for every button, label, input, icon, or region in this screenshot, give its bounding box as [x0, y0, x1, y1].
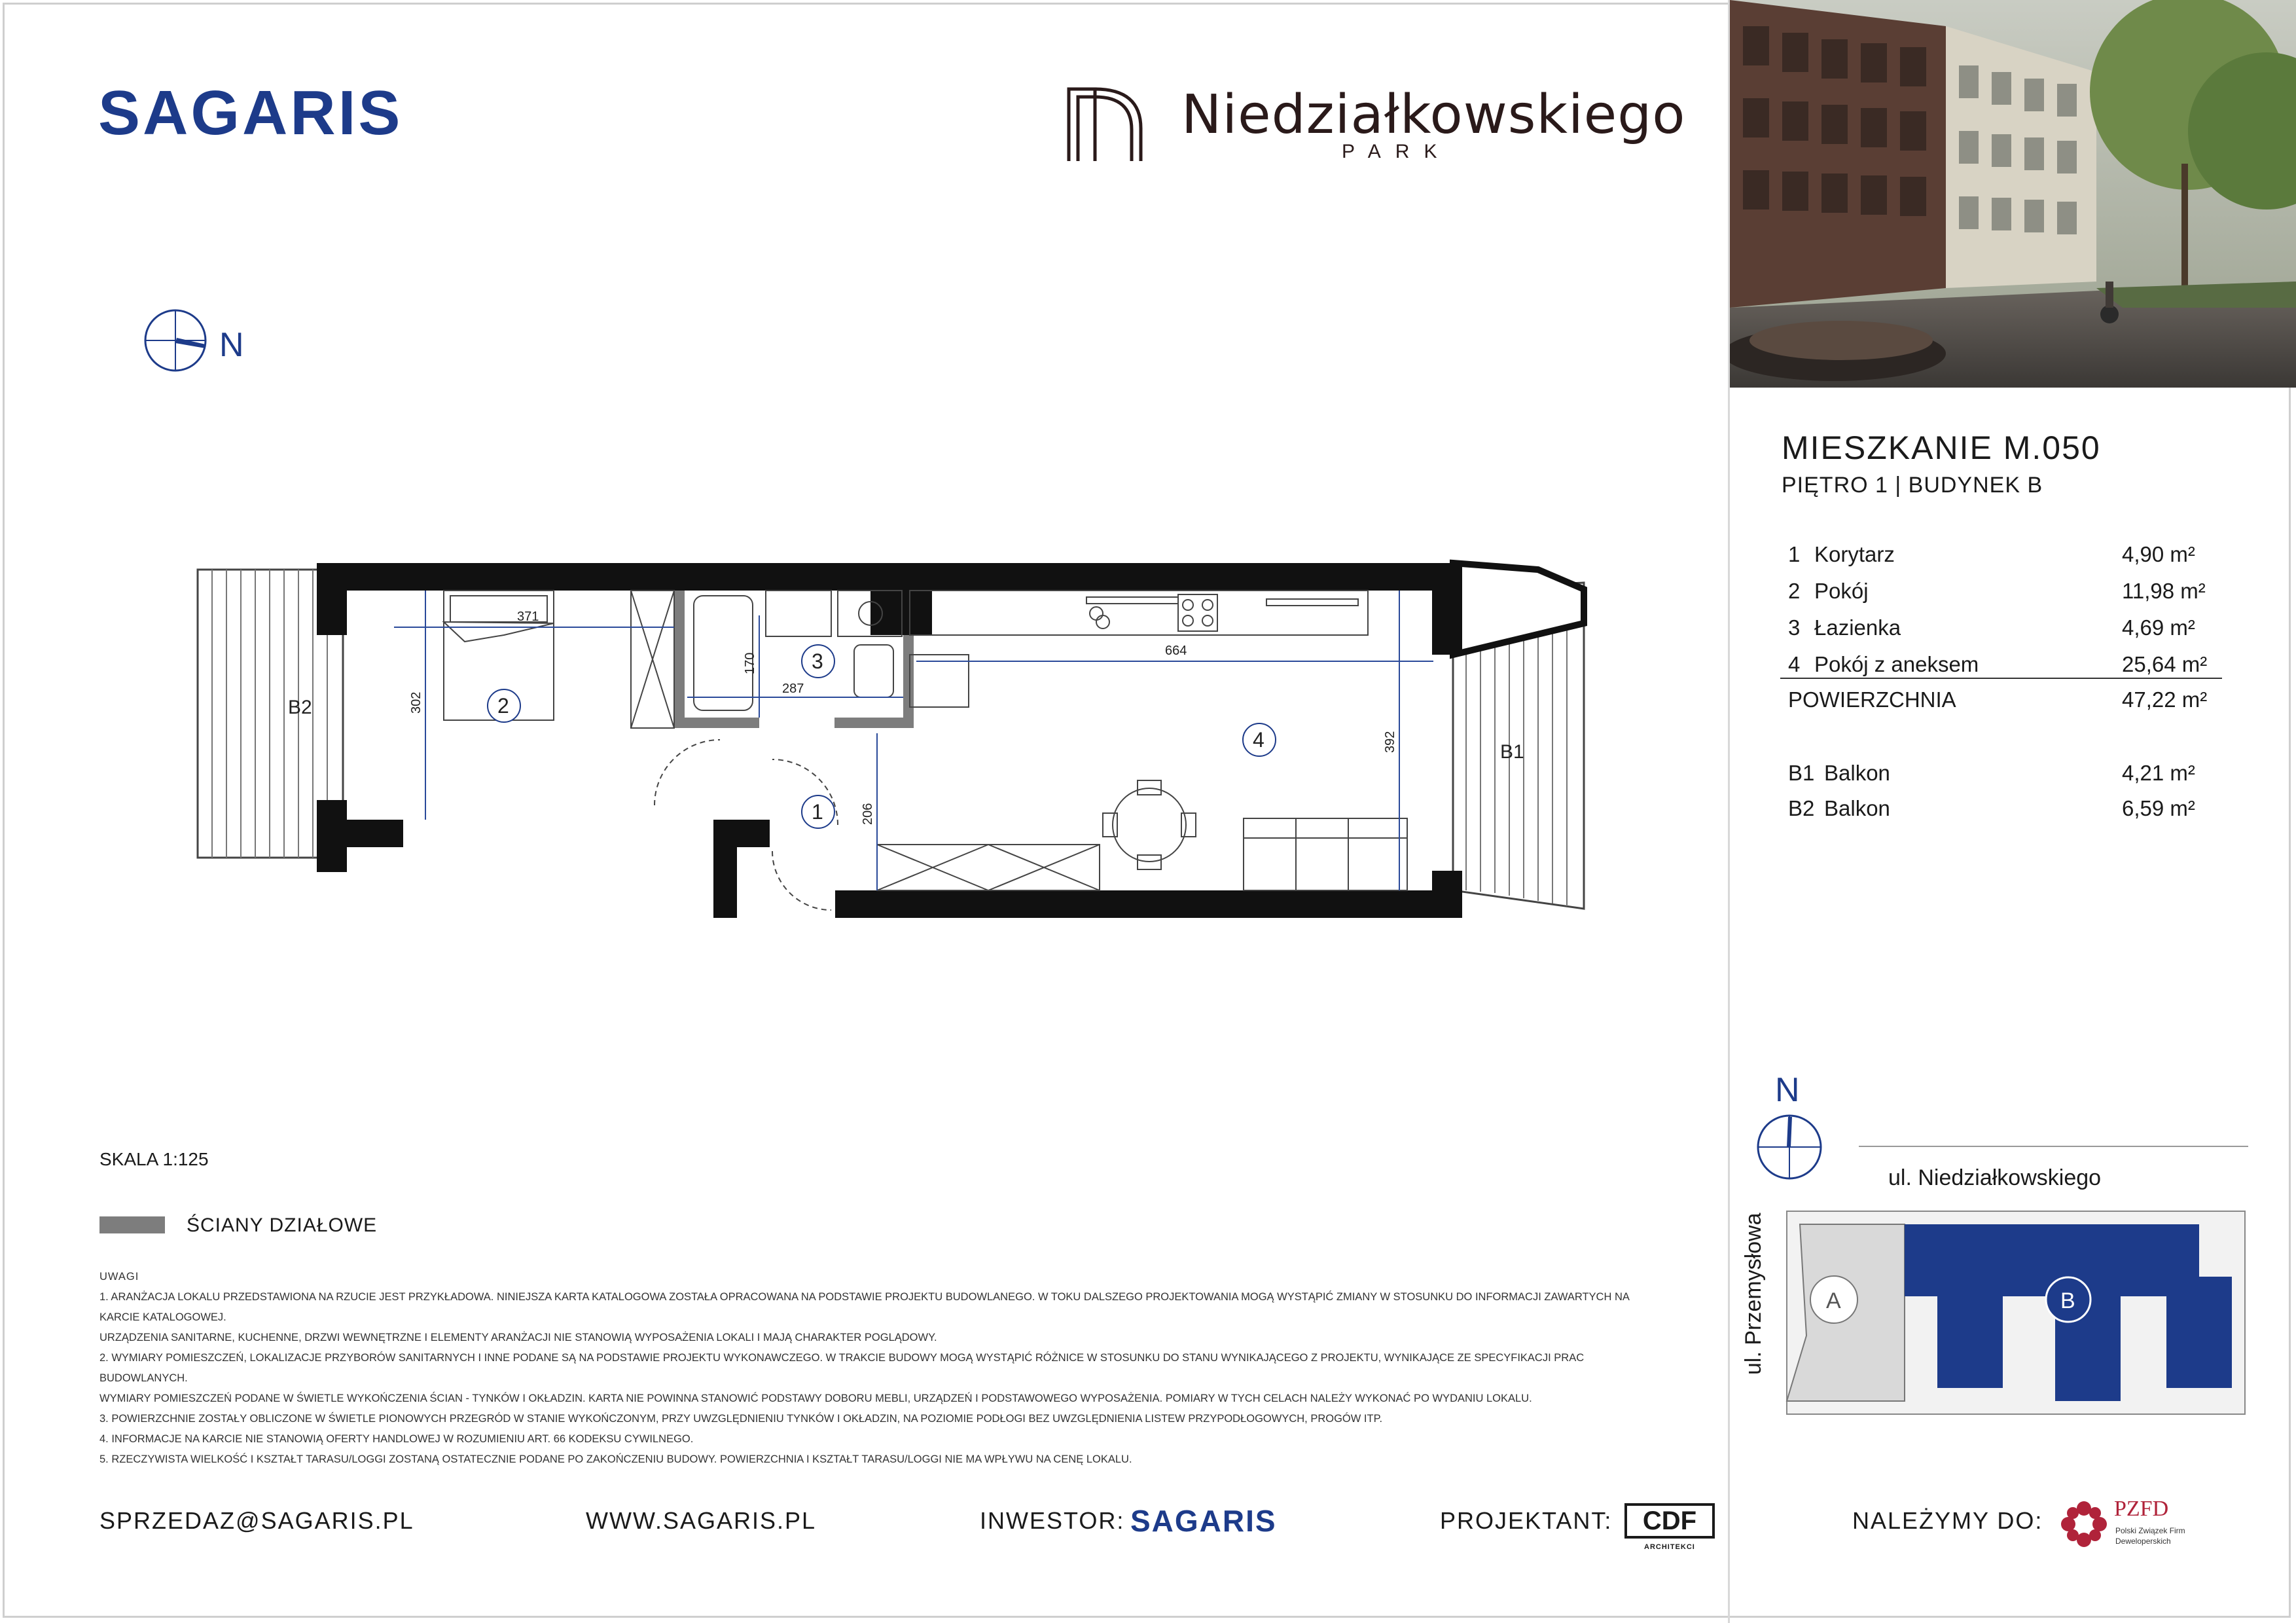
room-1-label: 1 — [812, 800, 823, 824]
room-name: Korytarz — [1814, 542, 1895, 566]
footer-member-label: NALEŻYMY DO: — [1852, 1507, 2043, 1534]
footer-member-sub: Polski Związek Firm Deweloperskich — [2115, 1526, 2185, 1546]
room-name: Pokój — [1814, 579, 1869, 603]
site-north-label: N — [1775, 1071, 1800, 1109]
notes-line: 1. ARANŻACJA LOKALU PRZEDSTAWIONA NA RZUCIE JEST PRZYKŁADOWA. NINIEJSZA KARTA KATALOGOWA ZOSTAŁA OPRACOWANA NA PODSTAWIE PROJEKTU BUDOWLANEGO. W TOKU DALSZEGO PROJEKTOWANIA MOGĄ WYSTĄPIĆ ZMIANY W STOSUNKU DO INFORMACJI ZAWARTYCH NA KARCIE KATALOGOWEJ. — [99, 1291, 1629, 1323]
dimension-label: 170 — [743, 652, 757, 674]
room-3-label: 3 — [812, 649, 823, 673]
partition-legend-label: ŚCIANY DZIAŁOWE — [187, 1214, 378, 1236]
room-area: 25,64 m² — [2122, 652, 2208, 676]
balcony-area: 6,59 m² — [2122, 796, 2195, 820]
footer-investor-logo[interactable]: SAGARIS — [1130, 1504, 1277, 1538]
total-area: 47,22 m² — [2122, 687, 2208, 712]
exterior-walls — [317, 563, 1462, 918]
apartment-title: MIESZKANIE M.050 — [1782, 429, 2101, 466]
balcony-area: 4,21 m² — [2122, 761, 2195, 785]
notes-line: 4. INFORMACJE NA KARCIE NIE STANOWIĄ OFERTY HANDLOWEJ W ROZUMIENIU ART. 66 KODEKSU CYWILNEGO. — [99, 1433, 694, 1445]
room-row — [1788, 615, 2220, 648]
notes-line: 2. WYMIARY POMIESZCZEŃ, LOKALIZACJE PRZYBORÓW SANITARNYCH I INNE PODANE SĄ NA PODSTAWIE PROJEKTU WYKONAWCZEGO. W TRAKCIE BUDOWY MOGĄ WYSTĄPIĆ RÓŻNICE W STOSUNKU DO STANU WYNIKAJĄCEGO Z PROJEKTU, WYNIKAJĄCE ZE SPECYFIKACJI PRAC BUDOWLANYCH. — [99, 1352, 1585, 1384]
dimension-label: 392 — [1383, 731, 1397, 753]
notes-line: 5. RZECZYWISTA WIELKOŚĆ I KSZTAŁT TARASU/LOGGI ZOSTANĄ OSTATECZNIE PODANE PO ZAKOŃCZENIU BUDOWY. POWIERZCHNIA I KSZTAŁT TARASU/LOGGI NIE MA WPŁYWU NA CENĘ LOKALU. — [99, 1453, 1132, 1465]
room-number: 3 — [1788, 615, 1801, 640]
total-row — [1788, 687, 2220, 720]
room-area: 4,69 m² — [2122, 615, 2195, 640]
floor-plan — [190, 550, 1604, 923]
notes-line: URZĄDZENIA SANITARNE, KUCHENNE, DRZWI WEWNĘTRZNE I ELEMENTY ARANŻACJI NIE STANOWIĄ WYPOSAŻENIA LOKALI I MAJĄ CHARAKTER POGLĄDOWY. — [99, 1332, 937, 1343]
balcony-name: Balkon — [1824, 761, 1890, 785]
building-render-image — [1730, 0, 2296, 388]
balcony-number: B1 — [1788, 761, 1815, 785]
footer-designer-sub: ARCHITEKCI — [1644, 1543, 1695, 1551]
scale-label: SKALA 1:125 — [99, 1149, 209, 1169]
footer-designer-logo[interactable]: CDF — [1624, 1503, 1715, 1539]
dimension-label: 302 — [409, 691, 423, 714]
pzfd-flower-icon — [2059, 1499, 2109, 1549]
building-b-label: B — [2060, 1288, 2075, 1313]
street-line — [1859, 1146, 2248, 1147]
balcony-row — [1788, 796, 2220, 829]
footer-email-link[interactable]: SPRZEDAZ@SAGARIS.PL — [99, 1507, 414, 1534]
dimension-label: 206 — [861, 803, 875, 825]
project-name: Niedziałkowskiego — [1181, 84, 1686, 146]
dimension-label: 371 — [517, 610, 539, 624]
site-plan — [1780, 1205, 2251, 1421]
b1-label: B1 — [1500, 741, 1524, 763]
room-name: Łazienka — [1814, 615, 1901, 640]
room-number: 1 — [1788, 542, 1801, 566]
north-label: N — [219, 326, 244, 364]
dimension-label: 287 — [782, 682, 804, 696]
compass-icon — [143, 308, 208, 373]
notes-heading: UWAGI — [99, 1271, 139, 1283]
niedzialkowskiego-monogram-icon — [1064, 77, 1162, 162]
dimension-label: 664 — [1165, 644, 1187, 658]
room-row — [1788, 542, 2220, 575]
footer-investor-label: INWESTOR: — [980, 1507, 1125, 1534]
balcony-name: Balkon — [1824, 796, 1890, 820]
footer-member-logo[interactable]: PZFD — [2114, 1497, 2169, 1521]
room-row — [1788, 579, 2220, 611]
balcony-number: B2 — [1788, 796, 1815, 820]
room-number: 4 — [1788, 652, 1801, 676]
building-a-label: A — [1826, 1288, 1841, 1313]
b2-label: B2 — [288, 697, 312, 718]
street-label-przemyslowa: ul. Przemysłowa — [1741, 1213, 1766, 1375]
room-area: 11,98 m² — [2122, 579, 2206, 603]
notes-block — [99, 1267, 1670, 1470]
room-4-label: 4 — [1253, 728, 1265, 752]
total-label: POWIERZCHNIA — [1788, 687, 1956, 712]
balcony-row — [1788, 761, 2220, 793]
sagaris-logo[interactable]: SAGARIS — [98, 78, 403, 148]
notes-line: 3. POWIERZCHNIE ZOSTAŁY OBLICZONE W ŚWIETLE PIONOWYCH PRZEGRÓD W STANIE WYKOŃCZONYM, PRZY UWZGLĘDNIENIU TYNKÓW I OKŁADZIN, NA POZIOMIE PODŁOGI BEZ UWZGLĘDNIENIA LISTEW PRZYPODŁOGOWYCH, PROGÓW ITP. — [99, 1413, 1383, 1425]
room-number: 2 — [1788, 579, 1801, 603]
project-subname: PARK — [1342, 141, 1452, 162]
site-compass-icon — [1755, 1113, 1823, 1181]
partition-legend-swatch — [99, 1216, 165, 1233]
apartment-subtitle: PIĘTRO 1 | BUDYNEK B — [1782, 473, 2043, 498]
room-area: 4,90 m² — [2122, 542, 2195, 566]
room-row — [1788, 652, 2220, 685]
footer-designer-label: PROJEKTANT: — [1440, 1507, 1613, 1534]
notes-line: WYMIARY POMIESZCZEŃ PODANE W ŚWIETLE WYKOŃCZENIA ŚCIAN - TYNKÓW I OKŁADZIN. KARTA NIE POWINNA STANOWIĆ PODSTAWY DOBORU MEBLI, URZĄDZEŃ I PODSTAWOWEGO WYPOSAŻENIA. POMIARY W TYCH CELACH NALEŻY WYKONAĆ PO WYDANIU LOKALU. — [99, 1393, 1532, 1404]
footer-website-link[interactable]: WWW.SAGARIS.PL — [586, 1507, 817, 1534]
street-label-niedzialkowskiego: ul. Niedziałkowskiego — [1888, 1165, 2102, 1190]
total-divider — [1780, 678, 2222, 679]
room-name: Pokój z aneksem — [1814, 652, 1979, 676]
room-2-label: 2 — [497, 694, 509, 718]
balcony-b1 — [1453, 563, 1584, 909]
